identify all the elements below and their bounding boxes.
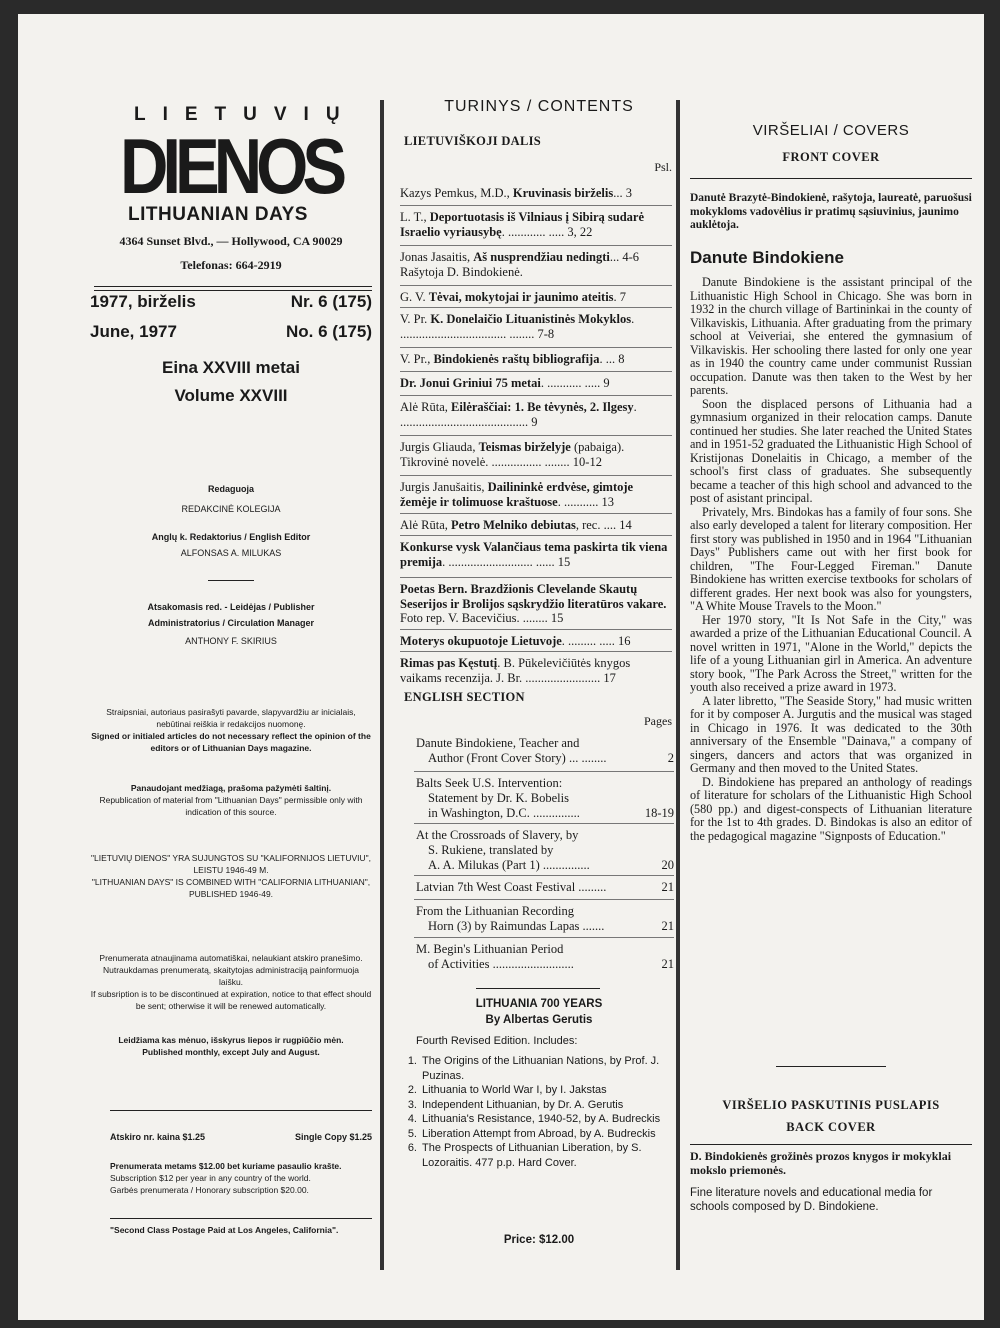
toc-item-pre: Jonas Jasaitis, <box>400 250 474 264</box>
toc-item <box>400 352 672 367</box>
toc-item <box>400 400 672 429</box>
toc-item <box>400 440 672 469</box>
toc-item <box>400 518 672 533</box>
toc-item-post: . ......... ..... 16 <box>561 634 631 648</box>
toc-item <box>400 290 672 305</box>
toc-item-bold: Poetas Bern. Brazdžionis Clevelande Skautų Seserijos ir Brolijos sąskrydžio literatūros vakare. <box>400 582 667 611</box>
toc-item-post: . 7 <box>613 290 627 304</box>
back-cover-heading: VIRŠELIO PASKUTINIS PUSLAPIS <box>722 1098 940 1112</box>
chapter-number: 4. <box>407 1113 417 1125</box>
toc-item-bold: Eilėraščiai: 1. Be tėvynės, 2. Ilgesy <box>451 400 634 414</box>
issue-row-lt <box>90 292 372 312</box>
notice-renew-lt: Prenumerata atnaujinama automatiškai, nelaukiant atskiro pranešimo. Nutraukdamas prenumeratą, skaitytojas administraciją painformuoja laišku. <box>99 953 363 987</box>
volume-en: Volume XXVIII <box>174 386 288 405</box>
english-editor: ALFONSAS A. MILUKAS <box>180 548 282 558</box>
toc-item <box>400 582 672 626</box>
bio-name: Danute Bindokiene <box>690 248 844 267</box>
toc-item-post: ... 4-6 Rašytoja D. Bindokienė. <box>400 250 640 279</box>
masthead-subtitle: LITHUANIAN DAYS <box>128 204 308 225</box>
issue-row-en <box>90 322 372 342</box>
toc-item-bold: Dr. Jonui Griniui 75 metai <box>400 376 541 390</box>
bio-paragraph: Privately, Mrs. Bindokas has a family of four sons. She also early developed a talent for literary composition. Her first story was published in 1950 and in 1964 "Lithuanian Days" Publishers came out with her first book for children, "The Four-Legged Fireman." Danute Bindokiene has written exercise textbooks for scholars of different grades. Her next book was also for youngsters, "A White Mouse Travels to the Moon." <box>690 504 972 613</box>
toc-item-post: . ............ ..... 3, 22 <box>501 224 593 239</box>
toc-item <box>400 312 672 341</box>
subscription-lt: Prenumerata metams $12.00 bet kuriame pasaulio krašte. <box>110 1161 342 1171</box>
toc-item-post: . ........................... ...... 15 <box>442 554 571 569</box>
bio-paragraph: Danute Bindokiene is the assistant principal of the Lithuanistic High School in Chicago. She was born in 1932 in the church village of Bartininkai in the county of Vilkaviskis, Lithuania. After graduating from the primary school at Veiveriai, she entered the gymnasium of Vilkaviskis. Her schooling there lasted for only one year as in 1940 the country came under communist Russian occupation. Danute was then taken to the West by her parents. <box>690 275 972 397</box>
covers-heading: VIRŠELIAI / COVERS <box>752 122 910 139</box>
en-toc-item <box>416 828 674 873</box>
en-toc-line: M. Begin's Lithuanian Period <box>416 942 564 956</box>
toc-rule <box>400 535 672 536</box>
subscription-info <box>110 1160 372 1196</box>
toc-item-bold: Tėvai, mokytojai ir jaunimo ateitis <box>428 290 614 304</box>
issue-number-lt: Nr. 6 (175) <box>290 292 372 311</box>
notice-merger-en: "LITHUANIAN DAYS" IS COMBINED WITH "CALIFORNIA LITHUANIAN", PUBLISHED 1946-49. <box>91 877 371 899</box>
toc-rule <box>400 435 672 436</box>
publisher-label-1: Atsakomasis red. - Leidėjas / Publisher <box>147 602 315 612</box>
toc-item-bold: Deportuotasis iš Vilniaus į Sibirą sudarė Israelio vyriausybę <box>400 210 645 239</box>
toc-item-bold: Moterys okupuotoje Lietuvoje <box>400 634 562 648</box>
subscription-en: Subscription $12 per year in any country of the world. <box>110 1173 311 1183</box>
contents-heading: TURINYS / CONTENTS <box>444 98 634 115</box>
toc-item <box>400 210 672 239</box>
divider <box>94 290 372 291</box>
toc-rule <box>400 245 672 246</box>
bio-paragraph: D. Bindokiene has prepared an anthology of readings of literature for scholars of the Lithuanistic High School (580 pp.) and digest-conspects of Lithuanian literature for the 1st to 4th grades. D. Bindokas is also an editor of the pedagogical magazine "Signposts of Education." <box>690 774 972 843</box>
en-toc-line: of Activities .......................... <box>428 957 574 971</box>
toc-rule <box>400 629 672 630</box>
toc-item-pre: G. V. <box>400 290 429 304</box>
book-chapter <box>402 1112 664 1127</box>
pages-column-label: Pages <box>644 714 672 728</box>
en-toc-page: 21 <box>661 957 674 971</box>
en-toc-line: At the Crossroads of Slavery, by <box>416 828 579 842</box>
en-toc-line: From the Lithuanian Recording <box>416 904 574 918</box>
book-chapter <box>402 1098 664 1113</box>
en-toc-page: 18-19 <box>644 806 674 820</box>
toc-item <box>400 540 672 569</box>
chapter-text: Independent Lithuanian, by Dr. A. Gerutis <box>422 1098 624 1111</box>
toc-item-post: . .................................. ........ 7-8 <box>400 312 635 341</box>
honorary-subscription: Garbės prenumerata / Honorary subscription $20.00. <box>110 1185 309 1195</box>
toc-item-pre: V. Pr., <box>400 352 434 366</box>
en-toc-item <box>416 904 674 934</box>
toc-item-pre: V. Pr. <box>400 312 431 326</box>
publisher-label-2: Administratorius / Circulation Manager <box>147 618 315 628</box>
en-toc-item <box>416 736 674 766</box>
toc-rule <box>400 285 672 286</box>
en-toc-line: Danute Bindokiene, Teacher and <box>416 736 580 750</box>
toc-rule <box>400 395 672 396</box>
toc-item-pre: Jurgis Gliauda, <box>400 440 479 454</box>
back-cover-text: Fine literature novels and educational media for schools composed by D. Bindokiene. <box>690 1187 933 1213</box>
toc-item <box>400 376 672 391</box>
book-chapter <box>402 1127 664 1142</box>
chapter-text: The Prospects of Lithuanian Liberation, by S. Lozoraitis. 477 p.p. Hard Cover. <box>422 1142 642 1169</box>
notice-merger <box>90 852 372 900</box>
notice-merger-lt: "LIETUVIŲ DIENOS" YRA SUJUNGTOS SU "KALIFORNIJOS LIETUVIU", LEISTU 1946-49 M. <box>90 853 372 875</box>
toc-item-pre: Alė Rūta, <box>400 518 452 532</box>
toc-item-post: . ........... 13 <box>557 494 614 509</box>
toc-rule <box>414 875 674 876</box>
toc-rule <box>400 205 672 206</box>
toc-item-pre: Alė Rūta, <box>400 400 452 414</box>
single-price-lt: Atskiro nr. kaina $1.25 <box>110 1132 206 1142</box>
notice-signed <box>90 706 372 754</box>
chapter-number: 2. <box>407 1084 417 1096</box>
magazine-page <box>18 14 984 1320</box>
en-toc-line: Horn (3) by Raimundas Lapas ....... <box>428 919 605 933</box>
notice-signed-lt: Straipsniai, autoriaus pasirašyti pavarde, slapyvardžiu ar inicialais, nebūtinai reiškia ir redakcijos nuomonę. <box>106 707 356 729</box>
divider <box>476 988 600 989</box>
divider <box>776 1066 886 1067</box>
divider <box>690 178 972 179</box>
toc-item-post: , rec. .... 14 <box>575 518 632 532</box>
toc-item-bold: Rimas pas Kęstutį <box>400 656 498 670</box>
short-divider <box>208 580 254 581</box>
en-toc-line: Statement by Dr. K. Bobelis <box>428 791 569 805</box>
en-toc-item <box>416 880 674 895</box>
toc-item-bold: Petro Melniko debiutas <box>451 518 576 532</box>
notice-monthly <box>90 1034 372 1058</box>
issue-date-lt: 1977, birželis <box>90 292 196 311</box>
back-cover-caption: D. Bindokienės grožinės prozos knygos ir mokyklai mokslo priemonės. <box>690 1149 952 1177</box>
volume-lt: Eina XXVIII metai <box>162 358 300 377</box>
toc-item-bold: Bindokienės raštų bibliografija <box>433 352 600 366</box>
notice-monthly-lt: Leidžiama kas mėnuo, išskyrus liepos ir rugpiūčio mėn. <box>118 1035 344 1045</box>
postage-note: "Second Class Postage Paid at Los Angeles, California". <box>110 1225 339 1235</box>
back-cover-label: BACK COVER <box>786 1120 876 1134</box>
single-copy-row <box>90 1132 372 1142</box>
en-toc-page: 21 <box>661 880 674 894</box>
toc-rule <box>400 577 672 578</box>
toc-item-pre: Jurgis Janušaitis, <box>400 480 488 494</box>
chapter-text: Liberation Attempt from Abroad, by A. Budreckis <box>422 1127 656 1140</box>
toc-item-bold: Aš nusprendžiau nedingti <box>473 250 610 264</box>
notice-renewal <box>90 952 372 1012</box>
toc-item-post: (pabaiga). Tikrovinė novelė. ................ ........ 10-12 <box>400 440 625 469</box>
chapter-number: 1. <box>407 1055 417 1067</box>
toc-item-post: Foto rep. V. Bacevičius. ........ 15 <box>400 611 564 625</box>
lt-section-title: LIETUVIŠKOJI DALIS <box>404 134 542 148</box>
book-price: Price: $12.00 <box>503 1234 575 1246</box>
toc-item <box>400 480 672 509</box>
toc-item-post: ... 3 <box>613 186 632 200</box>
bio-paragraph: Soon the displaced persons of Lithuania had a gymnasium organized in their relocation camps. Danute continued her studies. She later reached the United States and in 1951-52 graduated the Lithuanistic High School of Kristijonas Donelaitis in Chicago, a member of the school's first class of graduates. She subsequently became a teacher of this high school and advanced to the post of asistant principal. <box>690 396 972 505</box>
en-toc-line: Balts Seek U.S. Intervention: <box>416 776 563 790</box>
en-toc-line: A. A. Milukas (Part 1) ............... <box>428 858 590 872</box>
edited-by-label: Redaguoja <box>207 484 254 494</box>
toc-item-pre: Kazys Pemkus, M.D., <box>400 186 513 200</box>
book-author: By Albertas Gerutis <box>485 1014 593 1026</box>
en-toc-page: 21 <box>661 919 674 933</box>
en-toc-line: Latvian 7th West Coast Festival ......... <box>416 880 607 894</box>
book-chapter <box>402 1054 664 1083</box>
en-toc-item <box>416 942 674 972</box>
notice-source <box>90 782 372 818</box>
address: 4364 Sunset Blvd., — Hollywood, CA 90029 <box>119 234 343 248</box>
toc-item-post: . ... 8 <box>599 352 625 366</box>
notice-monthly-en: Published monthly, except July and August. <box>142 1047 320 1057</box>
en-toc-item <box>416 776 674 821</box>
book-chapter-list <box>402 1054 664 1170</box>
bio-paragraph: Her 1970 story, "It Is Not Safe in the City," was awarded a prize of the Lithuanian Educational Council. A novel written in 1971, "Alone in the World," depicts the life of a young Lithuanian girl in America. An adventure story book, "The Park Across the Street," written for the youth also received a prize award in 1973. <box>690 612 972 694</box>
chapter-number: 5. <box>407 1127 417 1140</box>
chapter-number: 3. <box>407 1098 417 1111</box>
toc-item <box>400 634 672 649</box>
toc-rule <box>400 513 672 514</box>
notice-signed-en: Signed or initialed articles do not necessary reflect the opinion of the editors or of Lithuanian Days magazine. <box>91 731 371 753</box>
masthead-title: DIENOS <box>120 122 342 210</box>
chapter-text: The Origins of the Lithuanian Nations, by Prof. J. Puzinas. <box>422 1055 660 1082</box>
toc-item-bold: Kruvinasis birželis <box>512 186 614 200</box>
book-chapter <box>402 1083 664 1098</box>
book-chapter <box>402 1141 664 1170</box>
chapter-number: 6. <box>407 1142 417 1154</box>
toc-rule <box>400 307 672 308</box>
issue-date-en: June, 1977 <box>90 322 177 341</box>
en-toc-line: Author (Front Cover Story) ... ........ <box>428 751 607 765</box>
divider <box>110 1110 372 1111</box>
toc-rule <box>400 475 672 476</box>
notice-renew-en: If subsription is to be discontinued at expiration, notice to that effect should be sent; otherwise it will be renewed automatically. <box>90 989 372 1011</box>
divider <box>690 1144 972 1145</box>
toc-item <box>400 186 672 201</box>
toc-rule <box>414 823 674 824</box>
page-column-label: Psl. <box>654 160 672 174</box>
toc-item-bold: K. Donelaičio Lituanistinės Mokyklos <box>430 312 632 326</box>
column-divider <box>380 100 384 1270</box>
toc-rule <box>400 651 672 652</box>
book-title: LITHUANIA 700 YEARS <box>475 998 603 1010</box>
edited-by: REDAKCINĖ KOLEGIJA <box>181 504 281 514</box>
toc-item-post: . ........... ..... 9 <box>540 376 610 390</box>
toc-item-bold: Dailininkė erdvėse, gimtoje žemėje ir tolimuose kraštuose <box>400 480 634 509</box>
masthead-top-word: LIETUVIŲ <box>134 104 357 125</box>
chapter-text: Lithuania to World War I, by I. Jakstas <box>422 1084 607 1096</box>
book-edition: Fourth Revised Edition. Includes: <box>416 1035 578 1047</box>
column-divider <box>676 100 680 1270</box>
en-section-title: ENGLISH SECTION <box>404 690 525 704</box>
english-editor-label: Anglų k. Redaktorius / English Editor <box>151 532 311 542</box>
toc-item <box>400 250 672 279</box>
telephone: Telefonas: 664-2919 <box>180 258 282 272</box>
toc-item-pre: L. T., <box>400 210 430 224</box>
toc-rule <box>414 937 674 938</box>
en-toc-line: S. Rukiene, translated by <box>428 843 554 857</box>
toc-rule <box>414 899 674 900</box>
en-toc-page: 2 <box>667 751 674 765</box>
toc-rule <box>400 371 672 372</box>
toc-item-post: . ......................................... 9 <box>400 400 637 429</box>
toc-item-bold: Konkurse vysk Valančiaus tema paskirta tik viena premija <box>400 540 668 569</box>
toc-rule <box>414 771 674 772</box>
publisher: ANTHONY F. SKIRIUS <box>185 636 277 646</box>
toc-item-bold: Teismas birželyje <box>478 440 571 454</box>
divider <box>110 1218 372 1219</box>
toc-item <box>400 656 672 685</box>
chapter-text: Lithuania's Resistance, 1940-52, by A. Budreckis <box>422 1113 661 1125</box>
divider <box>94 286 372 287</box>
single-price-en: Single Copy $1.25 <box>294 1132 372 1142</box>
en-toc-page: 20 <box>661 858 674 872</box>
front-cover-label: FRONT COVER <box>782 150 880 164</box>
issue-number-en: No. 6 (175) <box>286 322 372 341</box>
toc-item-post: . B. Pūkelevičiūtės knygos vaikams recenzija. J. Br. ........................ 17 <box>400 656 631 685</box>
front-cover-caption: Danutė Brazytė-Bindokienė, rašytoja, laureatė, paruošusi mokykloms vadovėlius ir pratimų sąsiuvinius, jaunimo auklėtoja. <box>690 192 972 231</box>
bio-text <box>690 276 972 843</box>
notice-source-lt: Panaudojant medžiagą, prašoma pažymėti šaltinį. <box>130 783 332 793</box>
bio-paragraph: A later libretto, "The Seaside Story," had music written for it by composer A. Jurgutis and the musical was staged in Chicago in 1976. It was dedicated to the 30th anniversary of the Ensemble "Dainava," a company of singers, dancers and actors that was organized in Germany and then moved to the United States. <box>690 693 972 775</box>
en-toc-line: in Washington, D.C. ............... <box>428 806 580 820</box>
toc-rule <box>400 347 672 348</box>
notice-source-en: Republication of material from "Lithuanian Days" permissible only with indication of this source. <box>99 795 363 817</box>
